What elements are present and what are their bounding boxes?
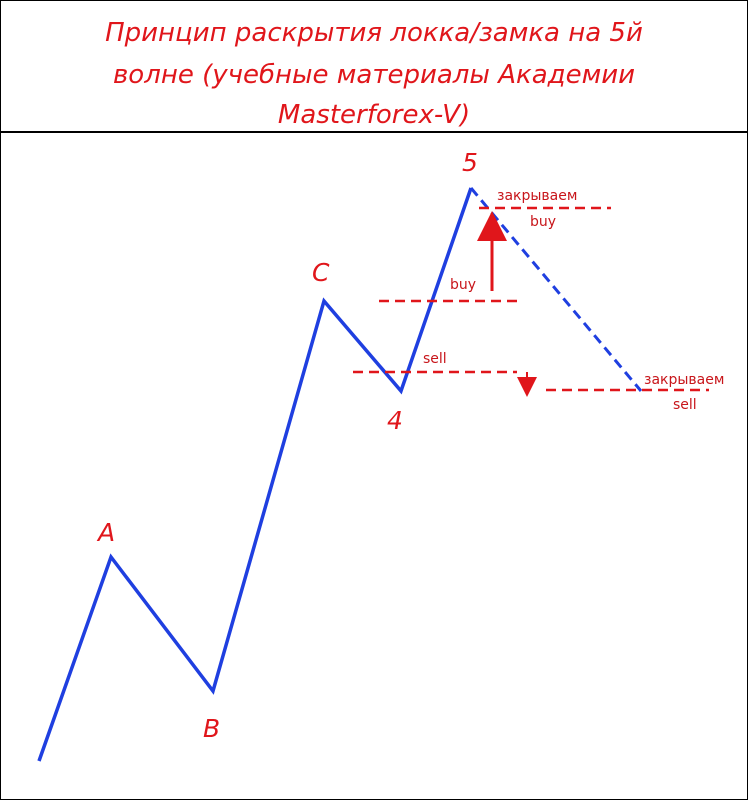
wave-label-a: A — [98, 518, 116, 547]
sell-label: sell — [423, 351, 447, 367]
close-sell-label-2: sell — [673, 397, 697, 413]
wave-label-4: 4 — [387, 406, 403, 435]
wave-line — [39, 188, 471, 761]
close-buy-label-2: buy — [530, 214, 557, 230]
title-line-3: Masterforex-V) — [277, 100, 471, 130]
wave-label-b: B — [203, 714, 221, 743]
close-buy-label-1: закрываем — [497, 188, 578, 204]
wave-label-5: 5 — [462, 148, 478, 177]
close-sell-label-1: закрываем — [644, 372, 725, 388]
wave-label-c: C — [312, 258, 330, 287]
wave-diagram — [1, 1, 747, 799]
title-line-2: волне (учебные материалы Академии — [112, 60, 636, 90]
title-line-1: Принцип раскрытия локка/замка на 5й — [105, 18, 643, 48]
buy-label: buy — [450, 277, 477, 293]
